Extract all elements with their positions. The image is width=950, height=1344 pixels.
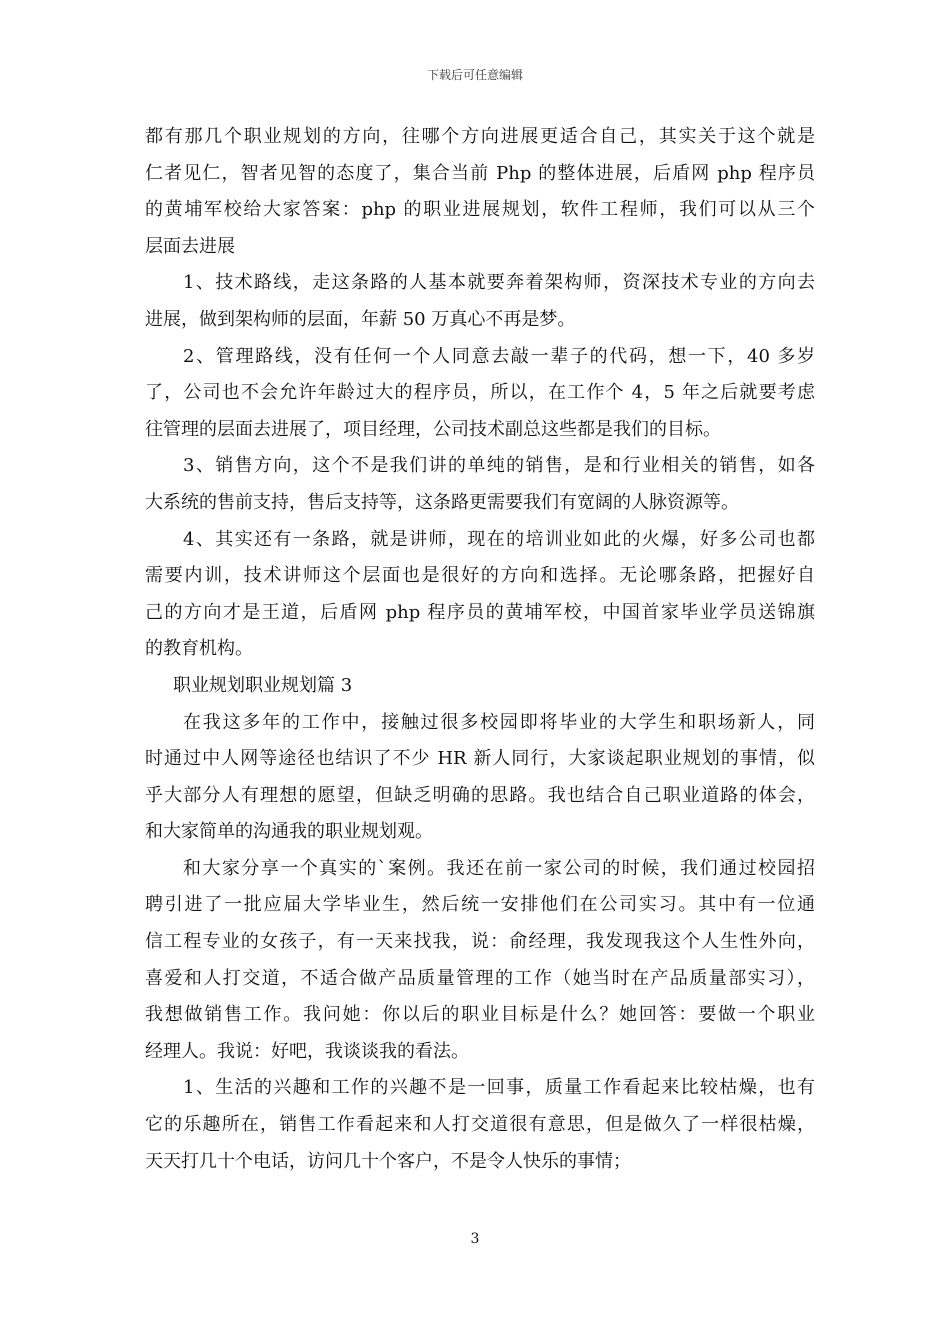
text-line: 天天打几十个电话，访问几十个客户，不是令人快乐的事情； (145, 1150, 631, 1172)
text-line: 1、技术路线，走这条路的人基本就要奔着架构师，资深技术专业的方向去 (183, 272, 815, 294)
text-line: 需要内训，技术讲师这个层面也是很好的方向和选择。无论哪条路，把握好自 (145, 565, 815, 587)
text-line: 和大家简单的沟通我的职业规划观。 (145, 821, 433, 843)
text-line: 经理人。我说：好吧，我谈谈我的看法。 (145, 1040, 469, 1062)
text-line: 乎大部分人有理想的愿望，但缺乏明确的思路。我也结合自己职业道路的体会， (145, 784, 815, 806)
document-body (145, 119, 815, 1180)
page-number: 3 (470, 1231, 480, 1247)
section-heading: 职业规划职业规划篇 3 (173, 674, 353, 696)
text-line: 进展，做到架构师的层面，年薪 50 万真心不再是梦。 (145, 308, 576, 330)
text-line: 喜爱和人打交道，不适合做产品质量管理的工作（她当时在产品质量部实习）， (145, 967, 815, 989)
text-line: 3、销售方向，这个不是我们讲的单纯的销售，是和行业相关的销售，如各 (183, 455, 815, 477)
text-line: 聘引进了一批应届大学毕业生，然后统一安排他们在公司实习。其中有一位通 (145, 894, 815, 916)
text-line: 它的乐趣所在，销售工作看起来和人打交道很有意思，但是做久了一样很枯燥， (145, 1114, 815, 1136)
text-line: 了，公司也不会允许年龄过大的程序员，所以，在工作个 4，5 年之后就要考虑 (145, 382, 815, 404)
text-line: 的教育机构。 (145, 638, 253, 660)
text-line: 时通过中人网等途径也结识了不少 HR 新人同行，大家谈起职业规划的事情，似 (145, 748, 815, 770)
page-header: 下载后可任意编辑 (426, 68, 523, 82)
text-line: 都有那几个职业规划的方向，往哪个方向进展更适合自己，其实关于这个就是 (145, 126, 815, 147)
text-line: 和大家分享一个真实的`案例。我还在前一家公司的时候，我们通过校园招 (183, 857, 815, 879)
text-line: 己的方向才是王道，后盾网 php 程序员的黄埔军校，中国首家毕业学员送锦旗 (145, 601, 815, 623)
text-line: 1、生活的兴趣和工作的兴趣不是一回事，质量工作看起来比较枯燥，也有 (183, 1077, 815, 1099)
text-line: 我想做销售工作。我问她：你以后的职业目标是什么？她回答：要做一个职业 (145, 1004, 815, 1026)
text-line: 仁者见仁，智者见智的态度了，集合当前 Php 的整体进展，后盾网 php 程序员 (145, 162, 815, 184)
text-line: 信工程专业的女孩子，有一天来找我，说：俞经理，我发现我这个人生性外向， (145, 931, 815, 953)
text-line: 的黄埔军校给大家答案：php 的职业进展规划，软件工程师，我们可以从三个 (145, 199, 815, 221)
text-line: 在我这多年的工作中，接触过很多校园即将毕业的大学生和职场新人，同 (183, 711, 815, 733)
text-line: 4、其实还有一条路，就是讲师，现在的培训业如此的火爆，好多公司也都 (183, 528, 815, 550)
text-line: 往管理的层面去进展了，项目经理，公司技术副总这些都是我们的目标。 (145, 418, 721, 440)
text-line: 大系统的售前支持，售后支持等，这条路更需要我们有宽阔的人脉资源等。 (145, 491, 739, 513)
text-line: 层面去进展 (145, 235, 235, 257)
text-line: 2、管理路线，没有任何一个人同意去敲一辈子的代码，想一下，40 多岁 (183, 345, 815, 367)
